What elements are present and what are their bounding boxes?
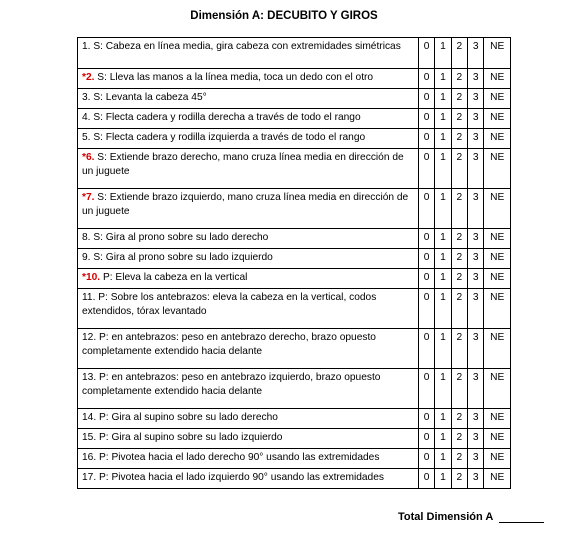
score-option[interactable]: 3	[467, 149, 483, 189]
score-option[interactable]: 0	[418, 469, 434, 489]
score-option[interactable]: 1	[435, 369, 451, 409]
score-option[interactable]: 0	[418, 109, 434, 129]
score-option[interactable]: 1	[435, 149, 451, 189]
score-option[interactable]: 3	[467, 409, 483, 429]
score-option[interactable]: 1	[435, 69, 451, 89]
score-option[interactable]: 3	[467, 69, 483, 89]
score-option[interactable]: NE	[484, 469, 511, 489]
score-option[interactable]: 1	[435, 89, 451, 109]
score-option[interactable]: 2	[451, 38, 467, 69]
score-option[interactable]: 1	[435, 109, 451, 129]
table-row	[78, 269, 511, 289]
item-text: 15. P: Gira al supino sobre su lado izquierdo	[82, 432, 283, 443]
table-row	[78, 149, 511, 189]
score-option[interactable]: 0	[418, 149, 434, 189]
score-option[interactable]: 2	[451, 449, 467, 469]
item-description	[78, 409, 419, 429]
table-row	[78, 329, 511, 369]
item-description	[78, 229, 419, 249]
table-row	[78, 129, 511, 149]
total-line	[398, 511, 544, 523]
item-description	[78, 189, 419, 229]
score-option[interactable]: 1	[435, 469, 451, 489]
page-title: Dimensión A: DECUBITO Y GIROS	[190, 10, 378, 22]
score-option[interactable]: 3	[467, 249, 483, 269]
score-option[interactable]: 2	[451, 289, 467, 329]
score-option[interactable]: 0	[418, 249, 434, 269]
score-option[interactable]: NE	[484, 369, 511, 409]
table-row	[78, 38, 511, 69]
item-text: 12. P: en antebrazos: peso en antebrazo derecho, brazo opuesto completamente extendido hacia delante	[82, 332, 376, 357]
score-option[interactable]: 0	[418, 289, 434, 329]
item-description	[78, 429, 419, 449]
item-text: 13. P: en antebrazos: peso en antebrazo izquierdo, brazo opuesto completamente extendido hacia delante	[82, 372, 381, 397]
item-description	[78, 89, 419, 109]
item-description	[78, 449, 419, 469]
score-option[interactable]: NE	[484, 189, 511, 229]
score-option[interactable]: 3	[467, 229, 483, 249]
score-option[interactable]: 1	[435, 329, 451, 369]
item-description	[78, 289, 419, 329]
item-text: 9. S: Gira al prono sobre su lado izquierdo	[82, 252, 273, 263]
scoring-table	[77, 37, 511, 489]
score-option[interactable]: 3	[467, 469, 483, 489]
score-option[interactable]: 2	[451, 149, 467, 189]
table-row	[78, 289, 511, 329]
score-option[interactable]: 2	[451, 429, 467, 449]
score-option[interactable]: 3	[467, 429, 483, 449]
item-text: 3. S: Levanta la cabeza 45°	[82, 92, 207, 103]
item-description	[78, 38, 419, 69]
score-option[interactable]: NE	[484, 229, 511, 249]
score-option[interactable]: NE	[484, 329, 511, 369]
score-option[interactable]: NE	[484, 129, 511, 149]
score-option[interactable]: 3	[467, 449, 483, 469]
score-option[interactable]: 2	[451, 329, 467, 369]
score-option[interactable]: NE	[484, 249, 511, 269]
score-option[interactable]: 0	[418, 229, 434, 249]
item-text: 4. S: Flecta cadera y rodilla derecha a través de todo el rango	[82, 112, 361, 123]
score-option[interactable]: 2	[451, 469, 467, 489]
score-option[interactable]: NE	[484, 109, 511, 129]
score-option[interactable]: 1	[435, 229, 451, 249]
table-row	[78, 469, 511, 489]
score-option[interactable]: 3	[467, 129, 483, 149]
score-option[interactable]: 2	[451, 109, 467, 129]
score-option[interactable]: 2	[451, 249, 467, 269]
score-option[interactable]: 1	[435, 189, 451, 229]
score-option[interactable]: 0	[418, 38, 434, 69]
item-text: 5. S: Flecta cadera y rodilla izquierda a través de todo el rango	[82, 132, 366, 143]
item-text: P: Eleva la cabeza en la vertical	[100, 272, 248, 283]
item-text: S: Extiende brazo izquierdo, mano cruza línea media en dirección de un juguete	[82, 192, 409, 217]
item-text: 14. P: Gira al supino sobre su lado derecho	[82, 412, 278, 423]
item-description	[78, 369, 419, 409]
total-label: Total Dimensión A	[398, 511, 494, 523]
score-option[interactable]: NE	[484, 38, 511, 69]
table-row	[78, 89, 511, 109]
key-item-marker: *2.	[82, 72, 95, 83]
score-option[interactable]: 1	[435, 129, 451, 149]
score-option[interactable]: 2	[451, 69, 467, 89]
item-text: 17. P: Pivotea hacia el lado izquierdo 90° usando las extremidades	[82, 472, 384, 483]
table-row	[78, 449, 511, 469]
score-option[interactable]: NE	[484, 269, 511, 289]
score-option[interactable]: 1	[435, 38, 451, 69]
table-row	[78, 409, 511, 429]
item-text: 8. S: Gira al prono sobre su lado derecho	[82, 232, 269, 243]
item-description	[78, 69, 419, 89]
score-option[interactable]: 3	[467, 369, 483, 409]
table-row	[78, 69, 511, 89]
item-text: 1. S: Cabeza en línea media, gira cabeza con extremidades simétricas	[82, 41, 401, 52]
table-row	[78, 109, 511, 129]
score-option[interactable]: 3	[467, 269, 483, 289]
key-item-marker: *7.	[82, 192, 95, 203]
item-text: S: Extiende brazo derecho, mano cruza línea media en dirección de un juguete	[82, 152, 404, 177]
score-option[interactable]: NE	[484, 449, 511, 469]
score-option[interactable]: 1	[435, 289, 451, 329]
total-blank[interactable]	[499, 512, 544, 523]
score-option[interactable]: 2	[451, 409, 467, 429]
item-description	[78, 329, 419, 369]
score-option[interactable]: 2	[451, 89, 467, 109]
table-row	[78, 189, 511, 229]
item-description	[78, 269, 419, 289]
score-option[interactable]: NE	[484, 69, 511, 89]
score-option[interactable]: 1	[435, 429, 451, 449]
score-option[interactable]: 3	[467, 289, 483, 329]
item-description	[78, 149, 419, 189]
score-option[interactable]: 0	[418, 89, 434, 109]
item-text: 11. P: Sobre los antebrazos: eleva la cabeza en la vertical, codos extendidos, tórax levantado	[82, 292, 377, 317]
score-option[interactable]: 3	[467, 89, 483, 109]
table-row	[78, 429, 511, 449]
score-option[interactable]: 3	[467, 38, 483, 69]
item-text: S: Lleva las manos a la línea media, toca un dedo con el otro	[94, 72, 374, 83]
score-option[interactable]: 0	[418, 369, 434, 409]
item-description	[78, 469, 419, 489]
score-option[interactable]: 2	[451, 269, 467, 289]
key-item-marker: *6.	[82, 152, 95, 163]
item-description	[78, 129, 419, 149]
score-option[interactable]: NE	[484, 429, 511, 449]
score-option[interactable]: 1	[435, 249, 451, 269]
item-text: 16. P: Pivotea hacia el lado derecho 90° usando las extremidades	[82, 452, 380, 463]
item-description	[78, 249, 419, 269]
table-row	[78, 249, 511, 269]
key-item-marker: *10.	[82, 272, 101, 283]
score-option[interactable]: 0	[418, 449, 434, 469]
score-option[interactable]: 0	[418, 329, 434, 369]
score-option[interactable]: 1	[435, 409, 451, 429]
score-option[interactable]: NE	[484, 89, 511, 109]
score-option[interactable]: 2	[451, 129, 467, 149]
score-option[interactable]: 0	[418, 429, 434, 449]
score-option[interactable]: 0	[418, 189, 434, 229]
score-option[interactable]: 0	[418, 269, 434, 289]
score-option[interactable]: 3	[467, 329, 483, 369]
score-option[interactable]: 0	[418, 409, 434, 429]
score-option[interactable]: 0	[418, 129, 434, 149]
score-option[interactable]: 2	[451, 189, 467, 229]
table-row	[78, 229, 511, 249]
score-option[interactable]: NE	[484, 289, 511, 329]
table-row	[78, 369, 511, 409]
score-option[interactable]: 2	[451, 369, 467, 409]
item-description	[78, 109, 419, 129]
score-option[interactable]: 3	[467, 109, 483, 129]
score-option[interactable]: 3	[467, 189, 483, 229]
score-option[interactable]: 2	[451, 229, 467, 249]
score-option[interactable]: NE	[484, 149, 511, 189]
score-option[interactable]: 0	[418, 69, 434, 89]
score-option[interactable]: NE	[484, 409, 511, 429]
score-option[interactable]: 1	[435, 449, 451, 469]
score-option[interactable]: 1	[435, 269, 451, 289]
